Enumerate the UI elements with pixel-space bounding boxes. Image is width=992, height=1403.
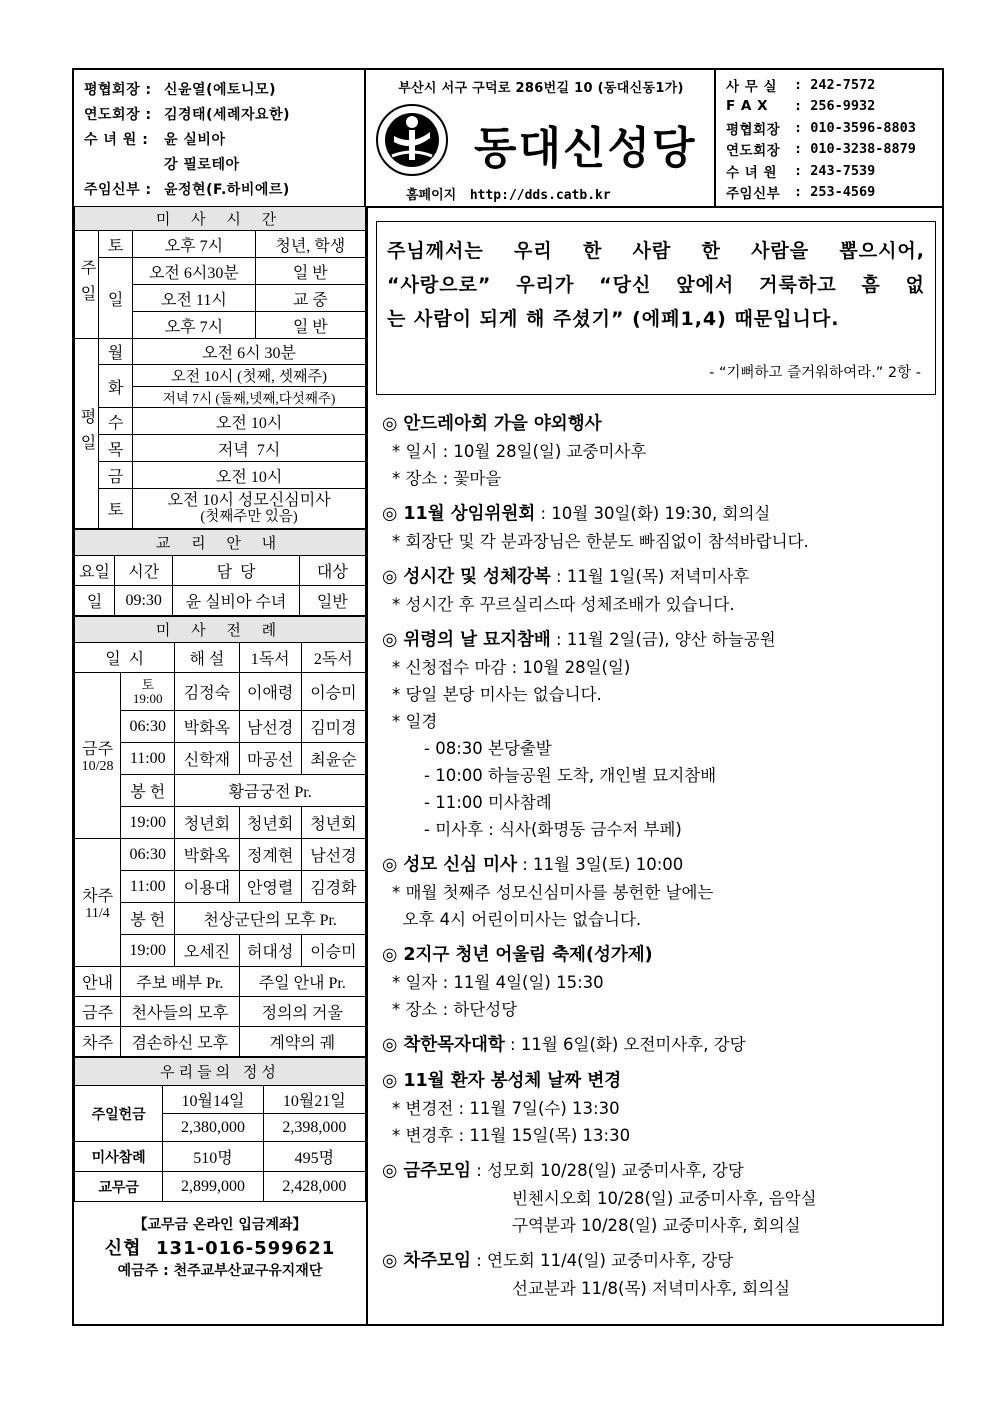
notice-gap xyxy=(382,618,942,626)
notice-title: ◎ 금주모임 xyxy=(382,1161,471,1181)
contact-row xyxy=(726,117,942,139)
quote-line: 는 사람이 되게 해 주셨기” (에페1,4) 때문입니다. xyxy=(387,308,840,330)
commentator: 이용대 xyxy=(175,871,239,903)
notice-heading xyxy=(382,500,942,528)
reader-2: 이승미 xyxy=(301,673,365,711)
notice-heading xyxy=(382,851,942,879)
mass-time: 저녁 7시 (둘째,넷째,다섯째주) xyxy=(133,387,366,408)
notice-item xyxy=(382,1067,942,1157)
catechism-day: 일 xyxy=(75,586,115,616)
reader-1: 허대성 xyxy=(239,935,301,967)
reader-2: 이승미 xyxy=(301,935,365,967)
cleanup-label: 차주 xyxy=(75,1027,121,1057)
officer-row xyxy=(84,101,364,126)
reader-1: 청년회 xyxy=(239,807,301,839)
contact-list xyxy=(718,70,942,206)
day-sun: 일 xyxy=(99,258,133,339)
mass-time: 오후 7시 xyxy=(133,312,255,339)
homepage xyxy=(406,184,611,203)
notice-heading xyxy=(382,1031,942,1059)
church-name: 동대신성당 xyxy=(474,123,697,174)
contact-label: 사 무 실 xyxy=(726,78,778,95)
commentator: 신학재 xyxy=(175,743,239,775)
notice-item xyxy=(382,1031,942,1067)
guide-group: 주일 안내 Pr. xyxy=(239,967,365,997)
mass-time: 오전 10시 (첫째, 셋째주) xyxy=(133,365,366,387)
notice-gap xyxy=(382,1302,942,1310)
catechism-target: 일반 xyxy=(299,586,365,616)
notice-item xyxy=(382,1157,942,1247)
quote-source: - “기뻐하고 즐거워하여라.” 2항 - xyxy=(709,365,921,381)
officer-label: 연도회장 : xyxy=(84,106,152,123)
notice-continuation: 선교분과 11/8(목) 저녁미사후, 회의실 xyxy=(512,1279,791,1298)
notice-detail: : 10월 30일(화) 19:30, 회의실 xyxy=(535,504,771,523)
right-column xyxy=(368,206,942,1326)
guide-group: 주보 배부 Pr. xyxy=(121,967,239,997)
liturgy-title: 미 사 전 례 xyxy=(75,617,366,643)
mass-time: 오전 6시30분 xyxy=(133,258,255,285)
day-sat: 토 xyxy=(99,489,133,529)
reader-2: 청년회 xyxy=(301,807,365,839)
notice-item xyxy=(382,1247,942,1310)
liturgy-time: 19:00 xyxy=(121,935,175,967)
col-header: 대상 xyxy=(299,556,365,586)
this-week-date: 10/28 xyxy=(81,759,114,774)
weekday-label: 평일 xyxy=(75,339,99,529)
notice-line: * 매월 첫째주 성모신심미사를 봉헌한 날에는 xyxy=(392,883,714,902)
commentator: 오세진 xyxy=(175,935,239,967)
mass-times-table xyxy=(74,206,366,529)
attendance-label: 미사참례 xyxy=(75,1142,163,1172)
sunday-label: 주일 xyxy=(75,231,99,339)
liturgy-time: 11:00 xyxy=(121,743,175,775)
notice-heading xyxy=(382,410,942,438)
cleanup-group: 계약의 궤 xyxy=(239,1027,365,1057)
mass-time-note: (첫째주만 있음) xyxy=(200,508,298,525)
notice-gap xyxy=(382,555,942,563)
officer-name: 강 필로테아 xyxy=(164,156,240,173)
mass-target: 일 반 xyxy=(255,258,365,285)
notice-subitem: - 11:00 미사참례 xyxy=(424,793,552,812)
notice-item xyxy=(382,851,942,941)
reader-1: 마공선 xyxy=(239,743,301,775)
officer-row xyxy=(84,176,364,201)
sunday-offering-label: 주일헌금 xyxy=(75,1086,163,1142)
notice-heading xyxy=(382,1247,942,1275)
account-box xyxy=(74,1202,366,1280)
mass-time-line: 오전 10시 성모신심미사 xyxy=(167,491,331,509)
offering-label: 봉 헌 xyxy=(121,775,175,807)
church-fund-label: 교무금 xyxy=(75,1172,163,1202)
notice-heading xyxy=(382,941,942,969)
notice-line: * 장소 : 하단성당 xyxy=(392,1000,518,1019)
mass-time: 저녁 7시 xyxy=(133,435,366,462)
notice-line: * 일시 : 10월 28일(일) 교중미사후 xyxy=(392,442,647,461)
homepage-label: 홈페이지 xyxy=(406,188,457,203)
notice-title: ◎ 위령의 날 묘지참배 xyxy=(382,630,551,650)
catechism-title: 교 리 안 내 xyxy=(75,530,366,556)
cleanup-group: 천사들의 모후 xyxy=(121,997,239,1027)
account-number: 신협 131-016-599621 xyxy=(104,1238,336,1259)
notice-heading xyxy=(382,563,942,591)
catechism-teacher: 윤 실비아 수녀 xyxy=(173,586,299,616)
notice-subitem: - 10:00 하늘공원 도착, 개인별 묘지참배 xyxy=(424,766,717,785)
reader-1: 정계현 xyxy=(239,839,301,871)
notice-title: ◎ 차주모임 xyxy=(382,1251,471,1271)
church-fund: 2,899,000 xyxy=(163,1172,263,1202)
notice-gap xyxy=(382,933,942,941)
reader-1: 안영렬 xyxy=(239,871,301,903)
notice-subitem: - 미사후 : 식사(화명동 금수저 부페) xyxy=(424,820,682,839)
offering-date: 10월14일 xyxy=(163,1086,263,1114)
contact-label: 수 녀 원 xyxy=(726,164,778,181)
contact-number: : 010-3238-8879 xyxy=(794,141,916,158)
scripture-quote xyxy=(376,221,936,395)
notice-line: 오후 4시 어린이미사는 없습니다. xyxy=(392,910,642,929)
col-header: 시간 xyxy=(115,556,173,586)
bulletin-page xyxy=(72,68,944,1326)
contact-row xyxy=(726,139,942,161)
reader-1: 남선경 xyxy=(239,711,301,743)
commentator: 박화옥 xyxy=(175,711,239,743)
contact-label: 주임신부 xyxy=(726,186,781,203)
mass-target: 교 중 xyxy=(255,285,365,312)
notice-detail: : 11월 3일(토) 10:00 xyxy=(516,855,684,874)
notice-line: * 일경 xyxy=(392,712,438,731)
notice-item xyxy=(382,941,942,1031)
notice-title: ◎ 2지구 청년 어울림 축제(성가제) xyxy=(382,945,653,965)
contact-number: : 242-7572 xyxy=(794,76,876,93)
notice-title: ◎ 안드레아회 가을 야외행사 xyxy=(382,414,602,434)
day-sat: 토 xyxy=(99,231,133,258)
church-address: 부산시 서구 구덕로 286번길 10 (동대신동1가) xyxy=(398,81,684,96)
guide-label: 안내 xyxy=(75,967,121,997)
notice-gap xyxy=(382,1149,942,1157)
offering-group: 황금궁전 Pr. xyxy=(175,775,366,807)
officer-name: 신윤열(에토니모) xyxy=(164,81,276,98)
officer-name: 김경태(세례자요한) xyxy=(164,106,290,123)
sunday-offering: 2,398,000 xyxy=(263,1114,365,1142)
mass-time: 오전 10시 xyxy=(133,462,366,489)
notice-title: ◎ 11월 환자 봉성체 날짜 변경 xyxy=(382,1071,622,1091)
contact-row xyxy=(726,74,942,96)
contact-number: : 010-3596-8803 xyxy=(794,119,916,136)
account-holder: 예금주 : 천주교부산교구유지재단 xyxy=(117,1263,323,1279)
this-week-label: 금주 xyxy=(82,741,114,758)
day-wed: 수 xyxy=(99,408,133,435)
notice-line: * 성시간 후 꾸르실리스따 성체조배가 있습니다. xyxy=(392,595,735,614)
contact-label: 연도회장 xyxy=(726,143,781,160)
notice-line: * 신청접수 마감 : 10월 28일(일) xyxy=(392,658,631,677)
notice-line: * 변경후 : 11월 15일(목) 13:30 xyxy=(392,1126,631,1145)
church-logo-icon xyxy=(374,102,450,178)
cleanup-group: 정의의 거울 xyxy=(239,997,365,1027)
offerings-title: 우리들의 정성 xyxy=(75,1058,366,1086)
contact-row xyxy=(726,182,942,204)
contact-label: 평협회장 xyxy=(726,121,781,138)
liturgy-time: 06:30 xyxy=(121,711,175,743)
notice-detail: : 연도회 11/4(일) 교중미사후, 강당 xyxy=(470,1251,734,1270)
contact-row xyxy=(726,160,942,182)
notice-detail: : 성모회 10/28(일) 교중미사후, 강당 xyxy=(470,1161,744,1180)
reader-2: 김경화 xyxy=(301,871,365,903)
attendance-count: 495명 xyxy=(263,1142,365,1172)
notice-line: * 일자 : 11월 4일(일) 15:30 xyxy=(392,973,604,992)
day-thu: 목 xyxy=(99,435,133,462)
header xyxy=(74,70,942,208)
day-fri: 금 xyxy=(99,462,133,489)
officer-label: 주임신부 : xyxy=(84,181,152,198)
notice-gap xyxy=(382,1059,942,1067)
mass-time: 오전 6시 30분 xyxy=(133,339,366,365)
quote-line: “사랑으로” 우리가 “당신 앞에서 거룩하고 흠 없 xyxy=(387,274,925,296)
mass-times-title: 미 사 시 간 xyxy=(75,207,366,231)
reader-2: 남선경 xyxy=(301,839,365,871)
notice-line: * 회장단 및 각 분과장님은 한분도 빠짐없이 참석바랍니다. xyxy=(392,532,809,551)
sunday-offering: 2,380,000 xyxy=(163,1114,263,1142)
notice-item xyxy=(382,626,942,851)
notice-gap xyxy=(382,843,942,851)
officer-name: 윤정현(F.하비에르) xyxy=(164,181,290,198)
commentator: 청년회 xyxy=(175,807,239,839)
liturgy-time-text: 토 19:00 xyxy=(132,676,163,706)
notice-continuation: 빈첸시오회 10/28(일) 교중미사후, 음악실 xyxy=(512,1189,817,1208)
notice-heading xyxy=(382,1157,942,1185)
church-banner xyxy=(368,70,716,206)
notice-item xyxy=(382,500,942,563)
notice-gap xyxy=(382,1023,942,1031)
notice-title: ◎ 착한목자대학 xyxy=(382,1035,505,1055)
day-tue: 화 xyxy=(99,365,133,408)
officer-list xyxy=(74,70,366,206)
mass-time: 오전 11시 xyxy=(133,285,255,312)
contact-number: : 256-9932 xyxy=(794,98,876,115)
reader-1: 이애령 xyxy=(239,673,301,711)
officer-name: 윤 실비아 xyxy=(164,131,226,148)
notice-title: ◎ 성시간 및 성체강복 xyxy=(382,567,551,587)
officer-row xyxy=(84,151,364,176)
col-header: 해 설 xyxy=(175,643,239,673)
notice-title: ◎ 성모 신심 미사 xyxy=(382,855,517,875)
homepage-link[interactable]: http://dds.catb.kr xyxy=(469,188,611,203)
reader-2: 김미경 xyxy=(301,711,365,743)
next-week-date: 11/4 xyxy=(85,906,110,921)
notice-list xyxy=(382,410,942,1310)
account-title: 【교무금 온라인 입금계좌】 xyxy=(133,1217,307,1233)
notice-line: * 변경전 : 11월 7일(수) 13:30 xyxy=(392,1099,620,1118)
liturgy-time: 19:00 xyxy=(121,807,175,839)
mass-time xyxy=(133,489,366,529)
notice-line: * 장소 : 꽃마을 xyxy=(392,469,502,488)
notice-item xyxy=(382,410,942,500)
cleanup-label: 금주 xyxy=(75,997,121,1027)
officer-label: 수 녀 원 : xyxy=(84,131,149,148)
offerings-table xyxy=(74,1057,366,1202)
attendance-count: 510명 xyxy=(163,1142,263,1172)
commentator: 박화옥 xyxy=(175,839,239,871)
next-week-label: 차주 xyxy=(82,888,114,905)
notice-line: * 당일 본당 미사는 없습니다. xyxy=(392,685,602,704)
col-header: 일 시 xyxy=(75,643,175,673)
catechism-time: 09:30 xyxy=(115,586,173,616)
notice-heading xyxy=(382,626,942,654)
this-week-cell xyxy=(75,673,121,839)
col-header: 1독서 xyxy=(239,643,301,673)
liturgy-table xyxy=(74,616,366,1057)
liturgy-time: 11:00 xyxy=(121,871,175,903)
offering-group: 천상군단의 모후 Pr. xyxy=(175,903,366,935)
reader-2: 최윤순 xyxy=(301,743,365,775)
mass-time: 오후 7시 xyxy=(133,231,255,258)
left-column xyxy=(74,206,368,1326)
contact-number: : 253-4569 xyxy=(794,184,876,201)
notice-heading xyxy=(382,1067,942,1095)
officer-row xyxy=(84,126,364,151)
notice-gap xyxy=(382,492,942,500)
contact-row xyxy=(726,96,942,118)
quote-line: 주님께서는 우리 한 사람 한 사람을 뽑으시어, xyxy=(387,240,925,262)
notice-gap xyxy=(382,1239,942,1247)
mass-target: 일 반 xyxy=(255,312,365,339)
officer-row xyxy=(84,76,364,101)
liturgy-time xyxy=(121,673,175,711)
liturgy-time: 06:30 xyxy=(121,839,175,871)
col-header: 2독서 xyxy=(301,643,365,673)
day-mon: 월 xyxy=(99,339,133,365)
notice-subitem: - 08:30 본당출발 xyxy=(424,739,552,758)
catechism-table xyxy=(74,529,366,616)
notice-detail: : 11월 2일(금), 양산 하늘공원 xyxy=(550,630,776,649)
mass-target: 청년, 학생 xyxy=(255,231,365,258)
contact-label: F A X xyxy=(726,98,768,115)
commentator: 김정숙 xyxy=(175,673,239,711)
notice-title: ◎ 11월 상임위원회 xyxy=(382,504,536,524)
notice-detail: : 11월 6일(화) 오전미사후, 강당 xyxy=(504,1035,746,1054)
cleanup-group: 겸손하신 모후 xyxy=(121,1027,239,1057)
offering-date: 10월21일 xyxy=(263,1086,365,1114)
next-week-cell xyxy=(75,839,121,967)
notice-continuation: 구역분과 10/28(일) 교중미사후, 회의실 xyxy=(512,1216,801,1235)
contact-number: : 243-7539 xyxy=(794,162,876,179)
notice-detail: : 11월 1일(목) 저녁미사후 xyxy=(550,567,750,586)
notice-item xyxy=(382,563,942,626)
mass-time: 오전 10시 xyxy=(133,408,366,435)
col-header: 요일 xyxy=(75,556,115,586)
col-header: 담 당 xyxy=(173,556,299,586)
church-fund: 2,428,000 xyxy=(263,1172,365,1202)
offering-label: 봉 헌 xyxy=(121,903,175,935)
officer-label: 평협회장 : xyxy=(84,81,152,98)
